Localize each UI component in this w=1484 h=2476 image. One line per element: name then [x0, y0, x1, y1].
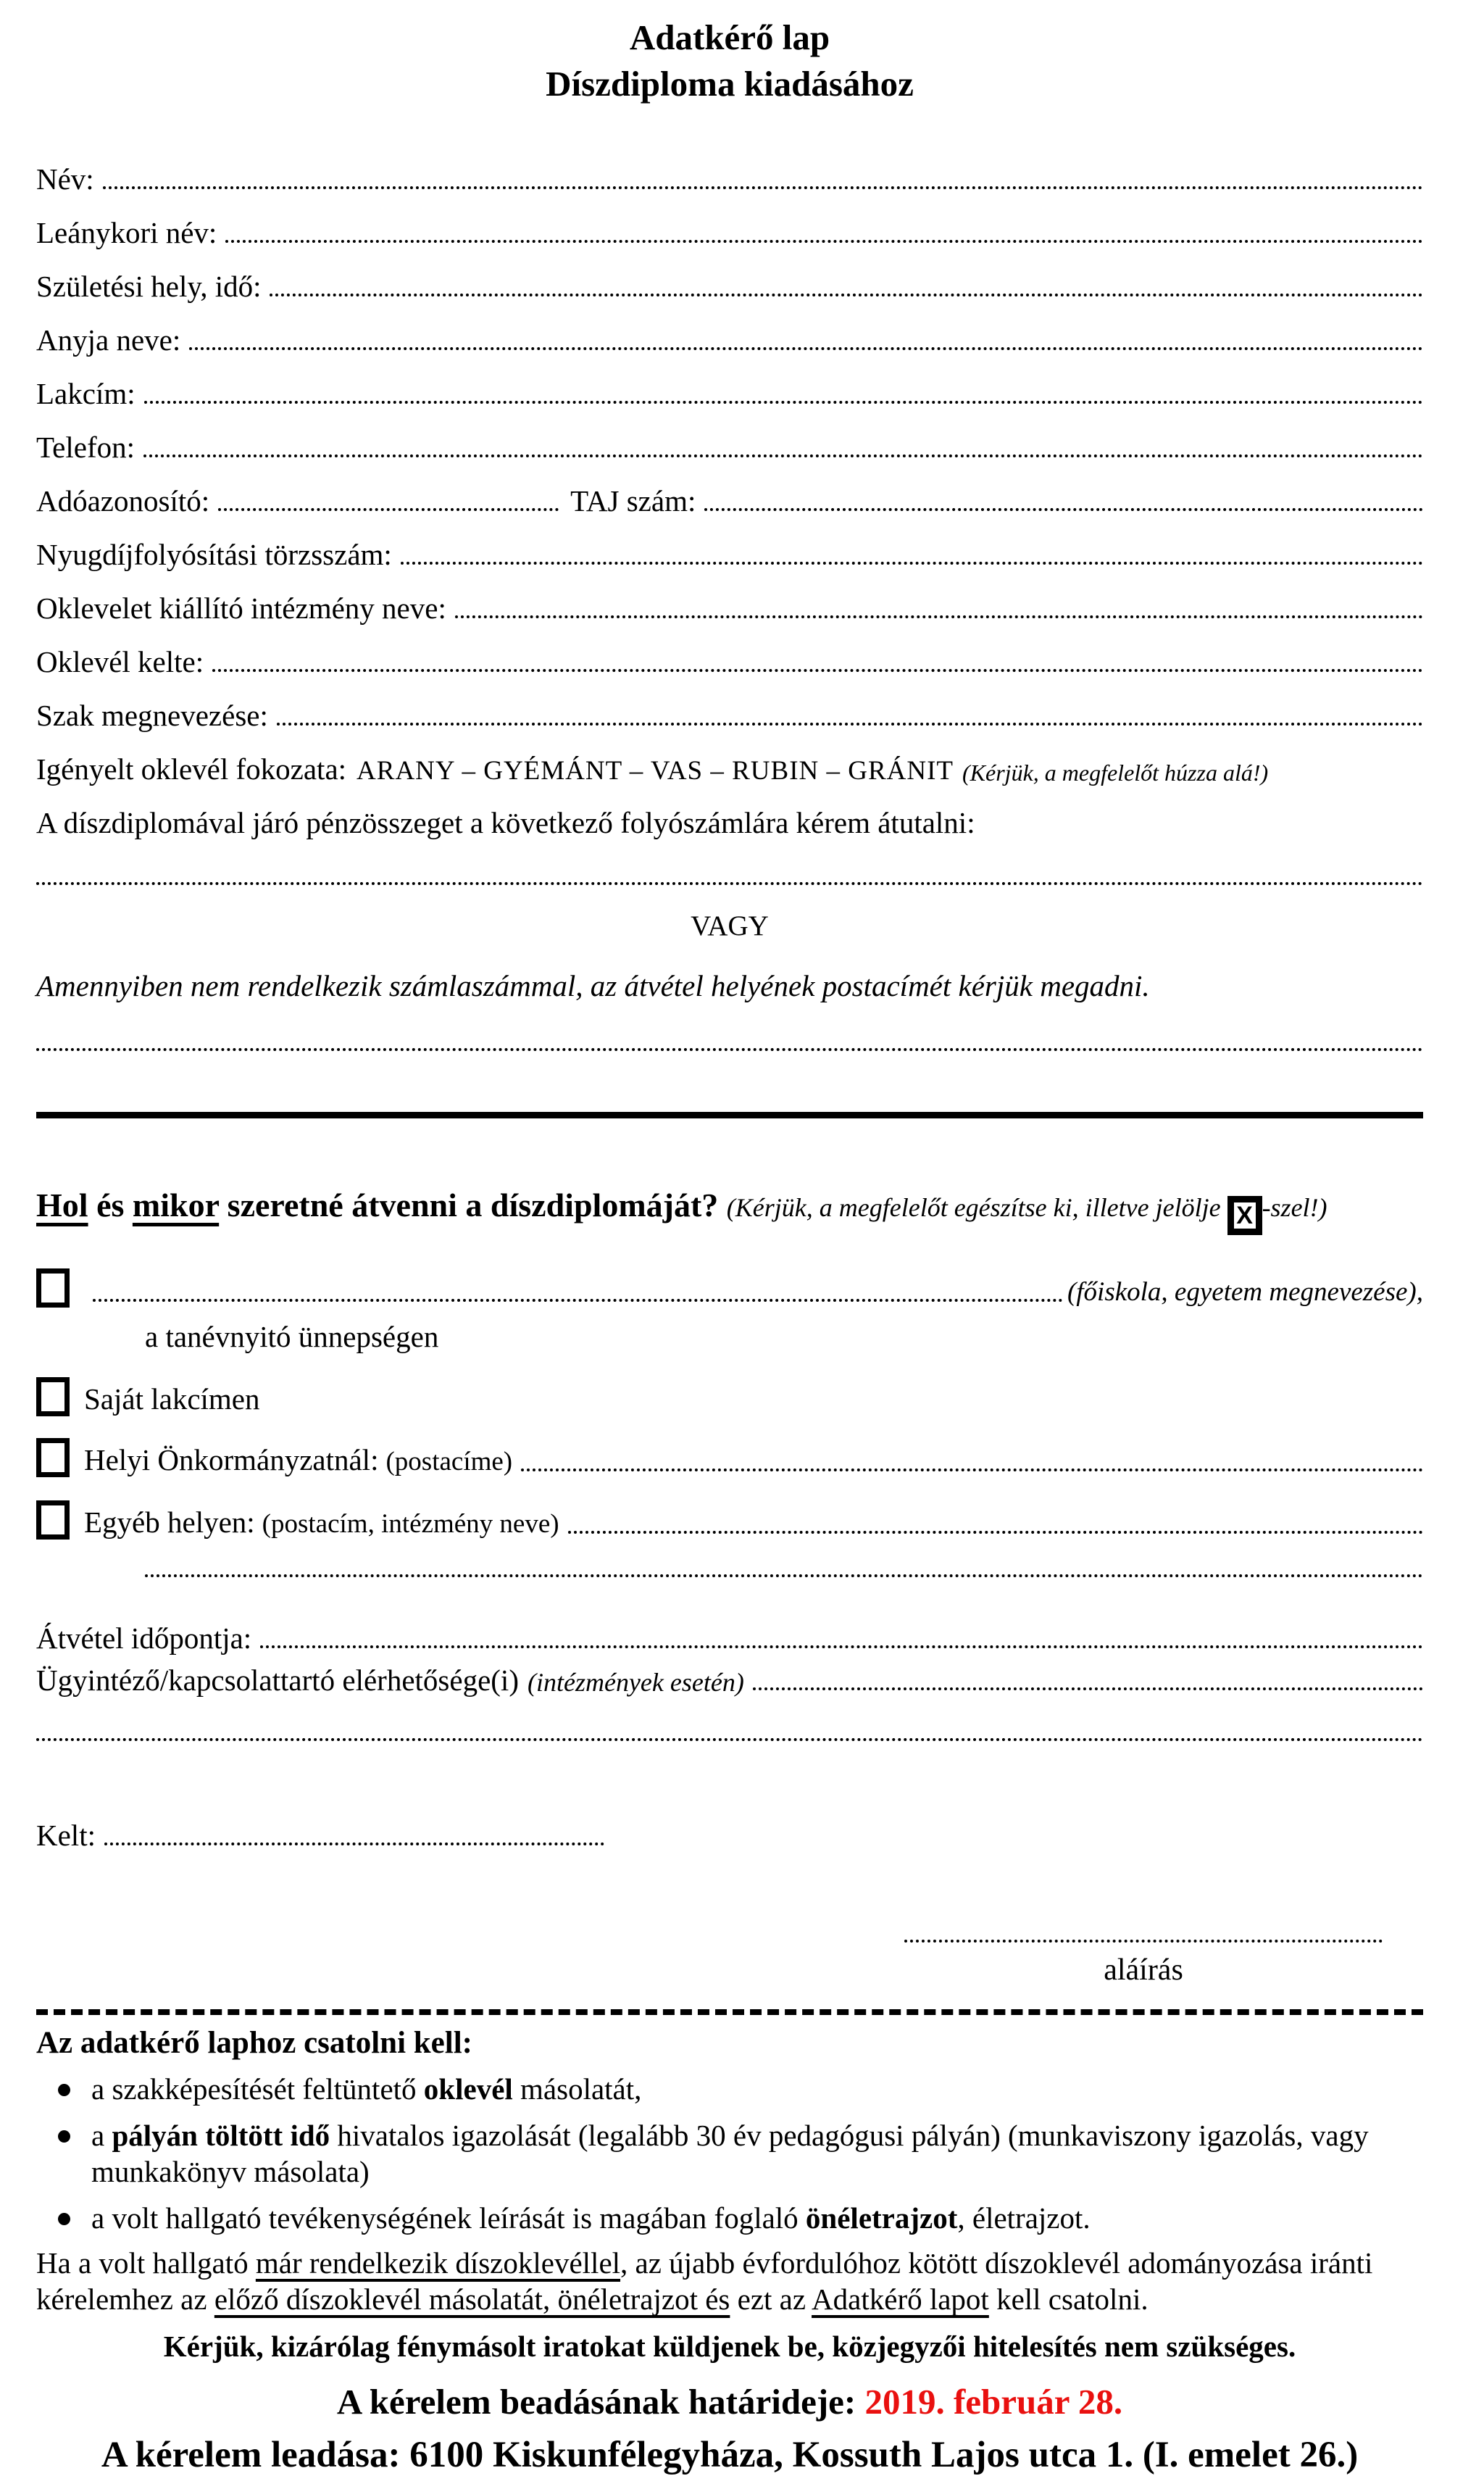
nev-input[interactable]	[103, 186, 1423, 189]
note-part-1: Ha a volt hallgató	[36, 2246, 256, 2280]
submission-address-line: A kérelem leadása: 6100 Kiskunfélegyháza, Kossuth Lajos utca 1. (I. emelet 26.)	[101, 2435, 1359, 2476]
other-address-input[interactable]	[568, 1531, 1423, 1534]
field-row-telefon	[36, 411, 1423, 465]
pickup-note-post: -szel!)	[1262, 1193, 1327, 1223]
note-part-4: kell csatolni.	[988, 2282, 1149, 2317]
attachment-3-post: , életrajzot.	[957, 2201, 1091, 2235]
no-account-note: Amennyiben nem rendelkezik számlaszámmal, az átvétel helyének postacímét kérjük megadni.	[36, 969, 1150, 1003]
other-address-line2[interactable]	[145, 1574, 1423, 1577]
nev-label: Név:	[36, 162, 94, 196]
ceremony-option-line2: a tanévnyitó ünnepségen	[145, 1320, 439, 1354]
szuletesi-label: Születési hely, idő:	[36, 270, 262, 304]
kelt-input[interactable]	[104, 1843, 604, 1845]
kelt-label: Kelt:	[36, 1819, 96, 1853]
page-title	[36, 14, 1423, 107]
title-line-2: Díszdiploma kiadásához	[546, 63, 914, 104]
checkbox-home[interactable]	[36, 1377, 70, 1416]
taj-input[interactable]	[704, 508, 1423, 511]
deadline-date: 2019. február 28.	[864, 2382, 1123, 2422]
field-row-fokozat	[36, 733, 1423, 786]
szak-label: Szak megnevezése:	[36, 699, 268, 733]
fokozat-note: (Kérjük, a megfelelőt húzza alá!)	[962, 760, 1269, 786]
field-row-lakcim	[36, 357, 1423, 411]
ceremony-institution-input[interactable]	[93, 1299, 1063, 1302]
field-row-szak	[36, 679, 1423, 733]
anyja-label: Anyja neve:	[36, 323, 181, 357]
attachment-1-bold: oklevél	[423, 2072, 513, 2106]
attachment-2-post: hivatalos igazolását (legalább 30 év pedagógusi pályán) (munkaviszony igazolás, vagy munkakönyv másolata)	[91, 2119, 1369, 2189]
leanykori-label: Leánykori név:	[36, 216, 217, 250]
pickup-question	[36, 1185, 1423, 1235]
intezmeny-input[interactable]	[455, 615, 1423, 618]
field-row-intezmeny	[36, 572, 1423, 626]
account-number-line[interactable]	[36, 882, 1423, 885]
checkbox-municipality[interactable]	[36, 1438, 70, 1477]
fokozat-options[interactable]: ARANY – GYÉMÁNT – VAS – RUBIN – GRÁNIT	[357, 756, 954, 786]
szak-input[interactable]	[277, 723, 1423, 726]
pickup-q-es: és	[88, 1187, 133, 1224]
telefon-input[interactable]	[143, 454, 1423, 457]
deadline-line	[36, 2381, 1423, 2422]
field-row-kelte	[36, 626, 1423, 679]
leanykori-input[interactable]	[225, 240, 1423, 243]
other-label: Egyéb helyen:	[84, 1505, 255, 1540]
dashed-divider	[36, 2009, 1423, 2015]
ado-label: Adóazonosító:	[36, 484, 210, 518]
contact-extra-line[interactable]	[36, 1738, 1423, 1741]
section-divider	[36, 1112, 1423, 1118]
attachment-item-3	[36, 2200, 1423, 2236]
szuletesi-input[interactable]	[270, 294, 1423, 296]
note-underline-1: már rendelkezik díszoklevéllel	[255, 2246, 621, 2280]
municipality-label: Helyi Önkormányzatnál:	[84, 1443, 379, 1477]
attachment-item-1	[36, 2071, 1423, 2107]
pickup-time-input[interactable]	[260, 1645, 1423, 1648]
municipality-address-input[interactable]	[521, 1468, 1423, 1471]
field-row-leanykori	[36, 196, 1423, 250]
intezmeny-label: Oklevelet kiállító intézmény neve:	[36, 591, 446, 626]
note-underline-2: előző díszoklevél másolatát, önéletrajzot és	[214, 2282, 730, 2317]
option-row-ceremony	[36, 1268, 1423, 1308]
nyugdij-label: Nyugdíjfolyósítási törzsszám:	[36, 538, 392, 572]
attachment-text-3	[91, 2200, 1423, 2236]
kelte-input[interactable]	[212, 669, 1423, 672]
ado-input[interactable]	[218, 508, 559, 511]
contact-input[interactable]	[753, 1687, 1423, 1690]
lakcim-input[interactable]	[144, 401, 1423, 404]
pickup-q-rest: szeretné átvenni a díszdiplomáját?	[219, 1187, 727, 1224]
taj-label: TAJ szám:	[570, 484, 696, 518]
checkbox-other[interactable]	[36, 1500, 70, 1540]
lakcim-label: Lakcím:	[36, 377, 136, 411]
nyugdij-input[interactable]	[401, 562, 1423, 565]
contact-label: Ügyintéző/kapcsolattartó elérhetősége(i)	[36, 1663, 519, 1698]
option-row-other	[36, 1500, 1423, 1540]
attachment-3-pre: a volt hallgató tevékenységének leírását is magában foglaló	[91, 2201, 806, 2235]
contact-row	[36, 1655, 1423, 1698]
checked-box-icon: X	[1227, 1196, 1262, 1235]
pickup-q-hol: Hol	[36, 1187, 88, 1224]
kelt-row	[36, 1811, 1423, 1853]
field-row-ado-taj	[36, 465, 1423, 518]
option-row-municipality	[36, 1438, 1423, 1477]
checkbox-ceremony[interactable]	[36, 1268, 70, 1308]
signature-block	[904, 1940, 1383, 1987]
note-part-2: , az újabb évfordulóhoz kötött díszoklevél adományozása iránti kérelemhez az	[36, 2246, 1373, 2317]
field-row-nyugdij	[36, 518, 1423, 572]
attachment-text-1	[91, 2071, 1423, 2107]
attachment-1-pre: a szakképesítését feltüntető	[91, 2072, 424, 2106]
pickup-time-row	[36, 1613, 1423, 1655]
attachment-3-bold: önéletrajzot	[805, 2201, 958, 2235]
municipality-note: (postacíme)	[385, 1447, 513, 1477]
note-underline-3: Adatkérő lapot	[812, 2282, 989, 2317]
bullet-icon	[36, 2200, 91, 2236]
field-row-nev	[36, 143, 1423, 196]
attachment-1-post: másolatát,	[512, 2072, 642, 2106]
telefon-label: Telefon:	[36, 431, 136, 465]
or-separator: VAGY	[691, 910, 769, 942]
kelte-label: Oklevél kelte:	[36, 645, 204, 679]
other-note: (postacím, intézmény neve)	[262, 1509, 559, 1540]
bullet-icon	[36, 2071, 91, 2107]
field-row-anyja	[36, 304, 1423, 357]
signature-input[interactable]	[904, 1940, 1383, 1943]
title-line-1: Adatkérő lap	[629, 17, 830, 57]
home-option-label: Saját lakcímen	[84, 1382, 260, 1416]
pickup-note-pre: (Kérjük, a megfelelőt egészítse ki, illetve jelölje	[726, 1193, 1227, 1223]
attachment-2-bold: pályán töltött idő	[112, 2119, 330, 2153]
pickup-time-label: Átvétel időpontja:	[36, 1621, 252, 1655]
transfer-intro-row	[36, 786, 1423, 840]
ceremony-institution-note: (főiskola, egyetem megnevezése),	[1067, 1277, 1423, 1308]
attachment-text-2	[91, 2117, 1423, 2190]
postal-address-line[interactable]	[36, 1048, 1423, 1051]
existing-diploma-note	[36, 2245, 1423, 2317]
transfer-intro: A díszdiplomával járó pénzösszeget a következő folyószámlára kérem átutalni:	[36, 806, 975, 840]
pickup-q-mikor: mikor	[132, 1187, 220, 1224]
attachment-2-pre: a	[91, 2119, 112, 2153]
deadline-label: A kérelem beadásának határideje:	[336, 2382, 865, 2422]
field-row-szuletesi	[36, 250, 1423, 304]
fokozat-label: Igényelt oklevél fokozata:	[36, 752, 347, 786]
personal-data-section	[36, 143, 1423, 840]
anyja-input[interactable]	[189, 347, 1423, 350]
option-row-home	[36, 1377, 1423, 1416]
bullet-icon	[36, 2117, 91, 2190]
attachment-item-2	[36, 2117, 1423, 2190]
note-part-3: ezt az	[730, 2282, 812, 2317]
photocopy-note: Kérjük, kizárólag fénymásolt iratokat küldjenek be, közjegyzői hitelesítés nem szükséges.	[163, 2330, 1296, 2364]
contact-note: (intézmények esetén)	[527, 1668, 744, 1698]
signature-label: aláírás	[1104, 1953, 1183, 1987]
attachments-heading: Az adatkérő laphoz csatolni kell:	[36, 2026, 472, 2061]
